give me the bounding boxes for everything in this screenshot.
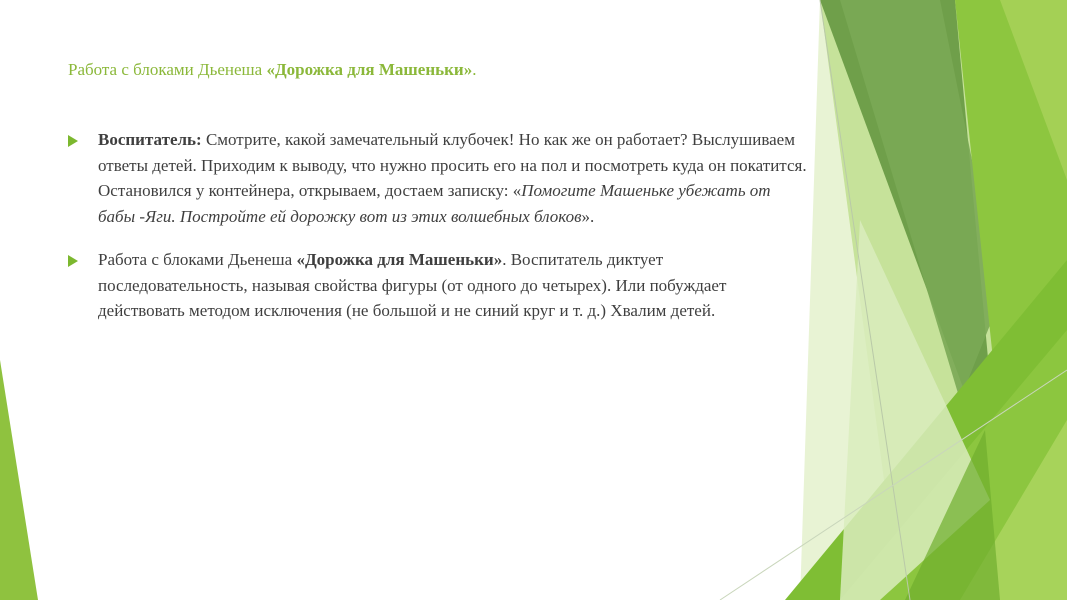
slide-title <box>68 60 476 80</box>
title-suffix: . <box>472 60 477 79</box>
bullet-2-prefix: Работа с блоками Дьенеша <box>98 250 297 269</box>
bullet-2-text: . Воспитатель диктует последовательность, называя свойства фигуры (от одного до четырех). Или побуждает действовать методом исключения (не большой и не синий круг и т. д.) Хвалим детей. <box>98 250 727 320</box>
left-green-sliver <box>0 360 38 600</box>
bullet-1-quote: Помогите Машеньке убежать от бабы -Яги. Постройте ей дорожку вот из этих волшебных блоков <box>98 181 771 226</box>
title-bold: «Дорожка для Машеньки» <box>266 60 473 79</box>
bullet-item-2 <box>68 247 808 324</box>
bullet-1-label: Воспитатель: <box>98 130 202 149</box>
bullet-1-text: Смотрите, какой замечательный клубочек! Но как же он работает? Выслушиваем ответы детей. Приходим к выводу, что нужно просить его на пол и посмотреть куда он покатится. Остановился у контейнера, открываем, достаем записку: « <box>98 130 807 200</box>
slide-content <box>68 127 808 324</box>
bullet-1-tail: ». <box>581 206 595 226</box>
title-prefix: Работа с блоками Дьенеша <box>68 60 267 79</box>
bullet-item-1 <box>68 127 808 229</box>
triangle-arrow-right-icon <box>68 255 78 267</box>
triangle-arrow-right-icon <box>68 135 78 147</box>
bullet-2-bold: «Дорожка для Машеньки» <box>296 250 503 269</box>
